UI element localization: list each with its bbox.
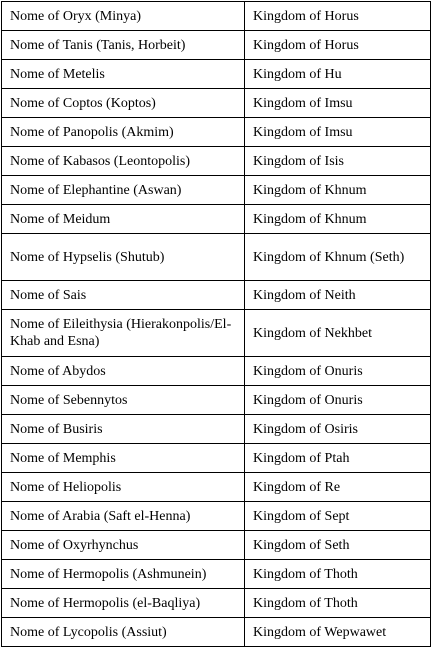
table-row [2,176,431,205]
table-row [2,473,431,502]
kingdom-cell: Kingdom of Imsu [245,89,431,118]
kingdom-cell: Kingdom of Re [245,473,431,502]
table-row [2,531,431,560]
kingdom-cell: Kingdom of Khnum (Seth) [245,234,431,281]
kingdom-cell: Kingdom of Neith [245,281,431,310]
table-row [2,560,431,589]
nome-cell: Nome of Coptos (Koptos) [2,89,245,118]
nome-cell: Nome of Tanis (Tanis, Horbeit) [2,31,245,60]
nome-cell: Nome of Heliopolis [2,473,245,502]
kingdom-cell: Kingdom of Sept [245,502,431,531]
nome-cell: Nome of Memphis [2,444,245,473]
table-row [2,386,431,415]
table-row [2,415,431,444]
table-row [2,31,431,60]
kingdom-cell: Kingdom of Osiris [245,415,431,444]
nome-cell: Nome of Hermopolis (Ashmunein) [2,560,245,589]
table-row [2,205,431,234]
table-row [2,618,431,647]
kingdom-cell: Kingdom of Thoth [245,589,431,618]
nome-cell: Nome of Abydos [2,357,245,386]
kingdom-cell: Kingdom of Horus [245,31,431,60]
table-row [2,357,431,386]
table-row [2,502,431,531]
table-row [2,89,431,118]
nome-cell: Nome of Sebennytos [2,386,245,415]
nome-cell: Nome of Meidum [2,205,245,234]
table-row [2,589,431,618]
kingdom-cell: Kingdom of Onuris [245,357,431,386]
kingdom-cell: Kingdom of Thoth [245,560,431,589]
nome-cell: Nome of Hypselis (Shutub) [2,234,245,281]
table-row [2,281,431,310]
nome-cell: Nome of Oryx (Minya) [2,2,245,31]
table-row [2,444,431,473]
nome-cell: Nome of Oxyrhynchus [2,531,245,560]
kingdom-cell: Kingdom of Seth [245,531,431,560]
table-row [2,147,431,176]
nome-cell: Nome of Panopolis (Akmim) [2,118,245,147]
nome-cell: Nome of Hermopolis (el-Baqliya) [2,589,245,618]
table-row [2,2,431,31]
kingdom-cell: Kingdom of Wepwawet [245,618,431,647]
kingdom-cell: Kingdom of Khnum [245,176,431,205]
kingdom-cell: Kingdom of Imsu [245,118,431,147]
nome-cell: Nome of Elephantine (Aswan) [2,176,245,205]
table-row [2,60,431,89]
kingdom-cell: Kingdom of Nekhbet [245,310,431,357]
kingdom-cell: Kingdom of Hu [245,60,431,89]
nome-cell: Nome of Lycopolis (Assiut) [2,618,245,647]
kingdom-cell: Kingdom of Onuris [245,386,431,415]
nome-cell: Nome of Sais [2,281,245,310]
table-row [2,118,431,147]
kingdom-cell: Kingdom of Isis [245,147,431,176]
nome-cell: Nome of Metelis [2,60,245,89]
table-row [2,310,431,357]
table-row [2,234,431,281]
nome-cell: Nome of Arabia (Saft el-Henna) [2,502,245,531]
kingdom-cell: Kingdom of Horus [245,2,431,31]
nome-kingdom-table [1,1,431,647]
kingdom-cell: Kingdom of Khnum [245,205,431,234]
nome-cell: Nome of Busiris [2,415,245,444]
kingdom-cell: Kingdom of Ptah [245,444,431,473]
nome-cell: Nome of Kabasos (Leontopolis) [2,147,245,176]
nome-cell: Nome of Eileithysia (Hierakonpolis/El-Khab and Esna) [2,310,245,357]
